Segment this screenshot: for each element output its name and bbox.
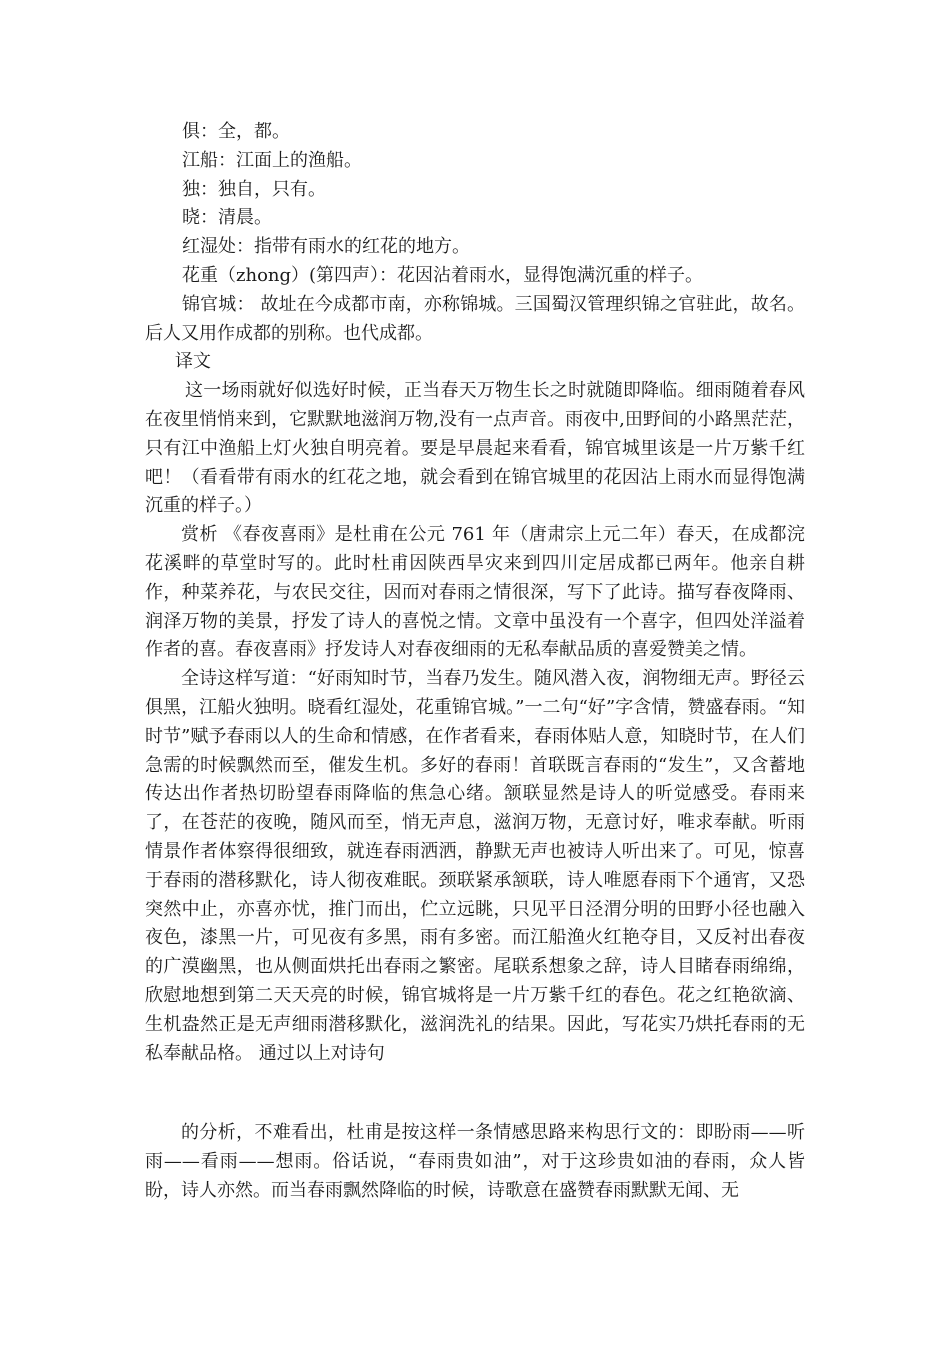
note-hongshichu: 红湿处：指带有雨水的红花的地方。	[182, 236, 470, 258]
note-jiangchuan: 江船：江面上的渔船。	[182, 149, 362, 171]
note-huazhong: 花重（zhong）(第四声）：花因沾着雨水，显得饱满沉重的样子。	[182, 264, 704, 286]
notes-section	[145, 118, 805, 1068]
continuation-section	[145, 1119, 805, 1205]
note-ju: 俱：全，都。	[182, 121, 290, 142]
continuation-paragraph: 的分析，不难看出，杜甫是按这样一条情感思路来构思行文的：即盼雨——听雨——看雨——想雨。俗话说，“春雨贵如油”，对于这珍贵如油的春雨，众人皆盼，诗人亦然。而当春雨飘然降临的时候，诗歌意在盛赞春雨默默无闻、无	[145, 1122, 805, 1201]
appreciation-paragraph: 赏析 《春夜喜雨》是杜甫在公元 761 年（唐肃宗上元二年）春天，在成都浣花溪畔的草堂时写的。此时杜甫因陕西旱灾来到四川定居成都已两年。他亲自耕作，种菜养花，与农民交往，因而对春雨之情很深，写下了此诗。描写春夜降雨、润泽万物的美景，抒发了诗人的喜悦之情。文章中虽没有一个喜字，但四处洋溢着作者的喜。春夜喜雨》抒发诗人对春夜细雨的无私奉献品质的喜爱赞美之情。	[145, 524, 805, 661]
analysis-paragraph: 全诗这样写道：“好雨知时节，当春乃发生。随风潜入夜，润物细无声。野径云俱黑，江船火独明。晓看红湿处，花重锦官城。”一二句“好”字含情，赞盛春雨。“知时节”赋予春雨以人的生命和情感，在作者看来，春雨体贴人意，知晓时节，在人们急需的时候飘然而至，催发生机。多好的春雨！首联既言春雨的“发生”，又含蓄地传达出作者热切盼望春雨降临的焦急心绪。颔联显然是诗人的听觉感受。春雨来了，在苍茫的夜晚，随风而至，悄无声息，滋润万物，无意讨好，唯求奉献。听雨情景作者体察得很细致，就连春雨洒洒，静默无声也被诗人听出来了。可见，惊喜于春雨的潜移默化，诗人彻夜难眠。颈联紧承颔联，诗人唯愿春雨下个通宵，又恐突然中止，亦喜亦忧，推门而出，伫立远眺，只见平日泾渭分明的田野小径也融入夜色，漆黑一片，可见夜有多黑，雨有多密。而江船渔火红艳夺目，又反衬出春夜的广漠幽黑，也从侧面烘托出春雨之繁密。尾联系想象之辞，诗人目睹春雨绵绵，欣慰地想到第二天天亮的时候，锦官城将是一片万紫千红的春色。花之红艳欲滴、生机盎然正是无声细雨潜移默化，滋润洗礼的结果。因此，写花实乃烘托春雨的无私奉献品格。 通过以上对诗句	[145, 668, 805, 1064]
translation-heading: 译文	[175, 351, 211, 373]
translation-paragraph: 这一场雨就好似选好时候，正当春天万物生长之时就随即降临。细雨随着春风在夜里悄悄来到，它默默地滋润万物,没有一点声音。雨夜中,田野间的小路黑茫茫，只有江中渔船上灯火独自明亮着。要是早晨起来看看，锦官城里该是一片万紫千红吧！（看看带有雨水的红花之地，就会看到在锦官城里的花因沾上雨水而显得饱满沉重的样子。）	[145, 380, 805, 517]
note-xiao: 晓：清晨。	[182, 207, 272, 229]
note-du: 独：独自，只有。	[182, 178, 326, 200]
note-jinguancheng: 锦官城： 故址在今成都市南，亦称锦城。三国蜀汉管理织锦之官驻此，故名。后人又用作成都的别称。也代成都。	[145, 293, 805, 344]
